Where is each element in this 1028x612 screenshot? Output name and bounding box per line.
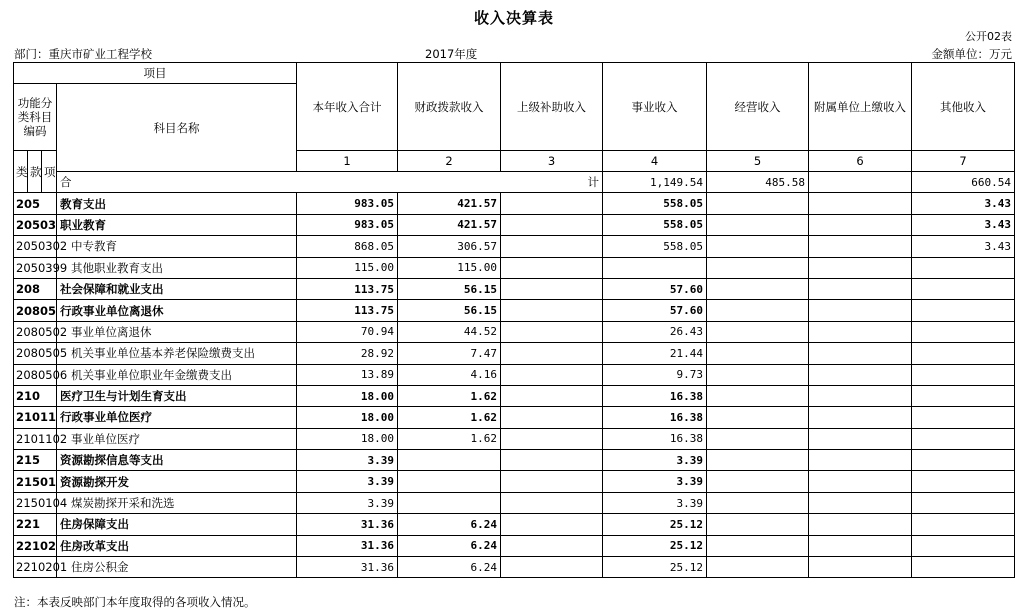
row-value-7 bbox=[912, 385, 1015, 406]
col-header-6: 附属单位上缴收入 bbox=[809, 63, 912, 151]
table-row bbox=[14, 407, 1015, 428]
table-row bbox=[14, 193, 1015, 214]
form-code: 公开02表 bbox=[965, 30, 1012, 43]
row-subject-name: 机关事业单位基本养老保险缴费支出 bbox=[57, 343, 297, 364]
row-value-7 bbox=[912, 364, 1015, 385]
row-value-6 bbox=[809, 321, 912, 342]
kuan-header: 款 bbox=[28, 151, 42, 193]
row-value-1: 868.05 bbox=[297, 236, 398, 257]
row-subject-name: 社会保障和就业支出 bbox=[57, 278, 297, 299]
income-table bbox=[13, 62, 1015, 578]
row-value-3 bbox=[501, 300, 603, 321]
row-value-2: 1.62 bbox=[398, 428, 501, 449]
row-value-2: 7.47 bbox=[398, 343, 501, 364]
row-subject-name: 住房公积金 bbox=[57, 557, 297, 578]
row-func-code: 2210201 bbox=[14, 557, 57, 578]
row-value-4: 558.05 bbox=[603, 214, 707, 235]
row-value-5 bbox=[707, 343, 809, 364]
row-value-3 bbox=[501, 236, 603, 257]
row-value-4: 25.12 bbox=[603, 514, 707, 535]
row-func-code: 2080505 bbox=[14, 343, 57, 364]
row-func-code: 2101102 bbox=[14, 428, 57, 449]
table-row bbox=[14, 535, 1015, 556]
col-header-3: 上级补助收入 bbox=[501, 63, 603, 151]
row-value-5 bbox=[707, 535, 809, 556]
row-value-1: 113.75 bbox=[297, 278, 398, 299]
row-value-1: 983.05 bbox=[297, 193, 398, 214]
row-value-1: 3.39 bbox=[297, 471, 398, 492]
col-number-3: 3 bbox=[501, 151, 603, 172]
row-value-3 bbox=[501, 257, 603, 278]
row-value-2: 1.62 bbox=[398, 407, 501, 428]
row-value-1: 3.39 bbox=[297, 492, 398, 513]
row-value-6 bbox=[809, 214, 912, 235]
row-value-1: 983.05 bbox=[297, 214, 398, 235]
row-subject-name: 医疗卫生与计划生育支出 bbox=[57, 385, 297, 406]
row-value-3 bbox=[501, 321, 603, 342]
row-subject-name: 事业单位离退休 bbox=[57, 321, 297, 342]
func-code-header: 功能分类科目编码 bbox=[14, 84, 57, 151]
row-value-7 bbox=[912, 535, 1015, 556]
row-value-1: 18.00 bbox=[297, 407, 398, 428]
row-value-7 bbox=[912, 492, 1015, 513]
row-subject-name: 教育支出 bbox=[57, 193, 297, 214]
row-value-6 bbox=[809, 343, 912, 364]
row-value-7 bbox=[912, 257, 1015, 278]
col-number-6: 6 bbox=[809, 151, 912, 172]
amount-unit: 金额单位：万元 bbox=[931, 47, 1012, 61]
row-value-1: 18.00 bbox=[297, 428, 398, 449]
row-value-1: 113.75 bbox=[297, 300, 398, 321]
row-value-2: 421.57 bbox=[398, 193, 501, 214]
project-header: 项目 bbox=[14, 63, 297, 84]
row-func-code: 2080506 bbox=[14, 364, 57, 385]
total-label bbox=[57, 172, 603, 193]
department-label: 部门：重庆市矿业工程学校 bbox=[14, 47, 152, 61]
row-value-6 bbox=[809, 364, 912, 385]
col-number-2: 2 bbox=[398, 151, 501, 172]
row-value-1: 31.36 bbox=[297, 557, 398, 578]
row-value-3 bbox=[501, 514, 603, 535]
table-row bbox=[14, 236, 1015, 257]
table-row bbox=[14, 557, 1015, 578]
total-value-4: 660.54 bbox=[912, 172, 1015, 193]
row-subject-name: 中专教育 bbox=[57, 236, 297, 257]
row-value-5 bbox=[707, 214, 809, 235]
row-subject-name: 资源勘探信息等支出 bbox=[57, 450, 297, 471]
lei-header: 类 bbox=[14, 151, 28, 193]
row-value-6 bbox=[809, 278, 912, 299]
row-value-7 bbox=[912, 407, 1015, 428]
row-subject-name: 机关事业单位职业年金缴费支出 bbox=[57, 364, 297, 385]
row-value-7 bbox=[912, 471, 1015, 492]
row-value-2: 6.24 bbox=[398, 514, 501, 535]
row-value-2 bbox=[398, 450, 501, 471]
col-header-7: 其他收入 bbox=[912, 63, 1015, 151]
row-value-7 bbox=[912, 343, 1015, 364]
row-func-code: 21011 bbox=[14, 407, 57, 428]
table-row bbox=[14, 257, 1015, 278]
row-value-6 bbox=[809, 300, 912, 321]
row-value-5 bbox=[707, 407, 809, 428]
table-row bbox=[14, 300, 1015, 321]
row-value-6 bbox=[809, 492, 912, 513]
row-value-7 bbox=[912, 557, 1015, 578]
row-value-5 bbox=[707, 300, 809, 321]
row-func-code: 20503 bbox=[14, 214, 57, 235]
row-value-3 bbox=[501, 557, 603, 578]
row-value-2: 115.00 bbox=[398, 257, 501, 278]
row-value-1: 31.36 bbox=[297, 514, 398, 535]
row-value-7: 3.43 bbox=[912, 214, 1015, 235]
row-value-4: 57.60 bbox=[603, 300, 707, 321]
col-number-4: 4 bbox=[603, 151, 707, 172]
table-row bbox=[14, 364, 1015, 385]
row-value-2 bbox=[398, 492, 501, 513]
total-value-3 bbox=[809, 172, 912, 193]
row-value-7 bbox=[912, 278, 1015, 299]
row-value-1: 18.00 bbox=[297, 385, 398, 406]
row-value-1: 115.00 bbox=[297, 257, 398, 278]
row-value-3 bbox=[501, 450, 603, 471]
col-header-2: 财政拨款收入 bbox=[398, 63, 501, 151]
row-value-4: 25.12 bbox=[603, 535, 707, 556]
row-value-5 bbox=[707, 278, 809, 299]
row-value-2: 44.52 bbox=[398, 321, 501, 342]
row-value-7: 3.43 bbox=[912, 193, 1015, 214]
row-func-code: 208 bbox=[14, 278, 57, 299]
row-value-6 bbox=[809, 514, 912, 535]
row-value-1: 13.89 bbox=[297, 364, 398, 385]
row-value-7: 3.43 bbox=[912, 236, 1015, 257]
row-value-1: 31.36 bbox=[297, 535, 398, 556]
row-func-code: 205 bbox=[14, 193, 57, 214]
table-row bbox=[14, 514, 1015, 535]
col-number-7: 7 bbox=[912, 151, 1015, 172]
row-value-3 bbox=[501, 364, 603, 385]
row-value-5 bbox=[707, 450, 809, 471]
row-value-5 bbox=[707, 471, 809, 492]
row-value-6 bbox=[809, 257, 912, 278]
col-number-1: 1 bbox=[297, 151, 398, 172]
row-value-5 bbox=[707, 193, 809, 214]
row-subject-name: 行政事业单位离退休 bbox=[57, 300, 297, 321]
row-value-2: 6.24 bbox=[398, 535, 501, 556]
row-value-5 bbox=[707, 492, 809, 513]
row-value-7 bbox=[912, 321, 1015, 342]
row-value-5 bbox=[707, 557, 809, 578]
row-value-6 bbox=[809, 236, 912, 257]
row-value-5 bbox=[707, 428, 809, 449]
row-func-code: 2050399 bbox=[14, 257, 57, 278]
row-value-4: 57.60 bbox=[603, 278, 707, 299]
row-subject-name: 资源勘探开发 bbox=[57, 471, 297, 492]
row-value-3 bbox=[501, 278, 603, 299]
col-number-5: 5 bbox=[707, 151, 809, 172]
row-func-code: 20805 bbox=[14, 300, 57, 321]
row-value-2: 6.24 bbox=[398, 557, 501, 578]
row-subject-name: 其他职业教育支出 bbox=[57, 257, 297, 278]
row-subject-name: 住房保障支出 bbox=[57, 514, 297, 535]
row-value-4: 26.43 bbox=[603, 321, 707, 342]
row-value-6 bbox=[809, 535, 912, 556]
row-value-3 bbox=[501, 385, 603, 406]
row-value-2: 1.62 bbox=[398, 385, 501, 406]
row-func-code: 21501 bbox=[14, 471, 57, 492]
row-value-6 bbox=[809, 385, 912, 406]
row-value-6 bbox=[809, 428, 912, 449]
row-value-3 bbox=[501, 407, 603, 428]
row-value-7 bbox=[912, 514, 1015, 535]
row-value-3 bbox=[501, 214, 603, 235]
row-value-3 bbox=[501, 428, 603, 449]
row-value-4: 16.38 bbox=[603, 428, 707, 449]
row-value-4: 21.44 bbox=[603, 343, 707, 364]
table-row bbox=[14, 321, 1015, 342]
row-func-code: 2080502 bbox=[14, 321, 57, 342]
row-subject-name: 职业教育 bbox=[57, 214, 297, 235]
table-row bbox=[14, 343, 1015, 364]
row-value-5 bbox=[707, 514, 809, 535]
row-value-4: 25.12 bbox=[603, 557, 707, 578]
row-value-2: 56.15 bbox=[398, 278, 501, 299]
row-subject-name: 住房改革支出 bbox=[57, 535, 297, 556]
col-header-1: 本年收入合计 bbox=[297, 63, 398, 151]
row-value-2: 4.16 bbox=[398, 364, 501, 385]
row-value-7 bbox=[912, 300, 1015, 321]
row-value-2: 306.57 bbox=[398, 236, 501, 257]
row-value-4: 558.05 bbox=[603, 236, 707, 257]
row-value-4: 16.38 bbox=[603, 407, 707, 428]
row-func-code: 215 bbox=[14, 450, 57, 471]
row-value-3 bbox=[501, 193, 603, 214]
col-header-5: 经营收入 bbox=[707, 63, 809, 151]
row-value-3 bbox=[501, 535, 603, 556]
row-value-5 bbox=[707, 236, 809, 257]
row-value-1: 3.39 bbox=[297, 450, 398, 471]
row-value-5 bbox=[707, 321, 809, 342]
row-value-1: 28.92 bbox=[297, 343, 398, 364]
row-func-code: 210 bbox=[14, 385, 57, 406]
total-label-left: 合 bbox=[60, 175, 72, 190]
row-value-4 bbox=[603, 257, 707, 278]
row-value-6 bbox=[809, 450, 912, 471]
fiscal-year: 2017年度 bbox=[425, 47, 478, 61]
total-value-1: 1,149.54 bbox=[603, 172, 707, 193]
xiang-header: 项 bbox=[42, 151, 57, 193]
report-title: 收入决算表 bbox=[473, 9, 554, 27]
row-value-2: 421.57 bbox=[398, 214, 501, 235]
row-value-7 bbox=[912, 450, 1015, 471]
row-subject-name: 事业单位医疗 bbox=[57, 428, 297, 449]
row-subject-name: 行政事业单位医疗 bbox=[57, 407, 297, 428]
row-subject-name: 煤炭勘探开采和洗选 bbox=[57, 492, 297, 513]
row-value-3 bbox=[501, 471, 603, 492]
row-func-code: 221 bbox=[14, 514, 57, 535]
row-value-7 bbox=[912, 428, 1015, 449]
subject-name-header: 科目名称 bbox=[57, 84, 297, 172]
row-value-3 bbox=[501, 343, 603, 364]
row-value-2: 56.15 bbox=[398, 300, 501, 321]
table-row bbox=[14, 428, 1015, 449]
total-label-right: 计 bbox=[587, 175, 599, 190]
row-value-1: 70.94 bbox=[297, 321, 398, 342]
row-value-4: 16.38 bbox=[603, 385, 707, 406]
row-func-code: 2050302 bbox=[14, 236, 57, 257]
row-value-6 bbox=[809, 193, 912, 214]
total-row bbox=[14, 172, 1015, 193]
total-value-2: 485.58 bbox=[707, 172, 809, 193]
table-row bbox=[14, 214, 1015, 235]
col-header-4: 事业收入 bbox=[603, 63, 707, 151]
row-value-4: 3.39 bbox=[603, 471, 707, 492]
row-value-5 bbox=[707, 385, 809, 406]
row-value-5 bbox=[707, 364, 809, 385]
row-value-3 bbox=[501, 492, 603, 513]
row-value-6 bbox=[809, 407, 912, 428]
row-value-2 bbox=[398, 471, 501, 492]
row-func-code: 22102 bbox=[14, 535, 57, 556]
row-value-5 bbox=[707, 257, 809, 278]
row-func-code: 2150104 bbox=[14, 492, 57, 513]
table-row bbox=[14, 385, 1015, 406]
row-value-4: 9.73 bbox=[603, 364, 707, 385]
row-value-6 bbox=[809, 471, 912, 492]
row-value-6 bbox=[809, 557, 912, 578]
footnote: 注：本表反映部门本年度取得的各项收入情况。 bbox=[14, 595, 256, 609]
row-value-4: 3.39 bbox=[603, 492, 707, 513]
table-row bbox=[14, 278, 1015, 299]
table-row bbox=[14, 471, 1015, 492]
table-row bbox=[14, 492, 1015, 513]
table-row bbox=[14, 450, 1015, 471]
row-value-4: 558.05 bbox=[603, 193, 707, 214]
row-value-4: 3.39 bbox=[603, 450, 707, 471]
